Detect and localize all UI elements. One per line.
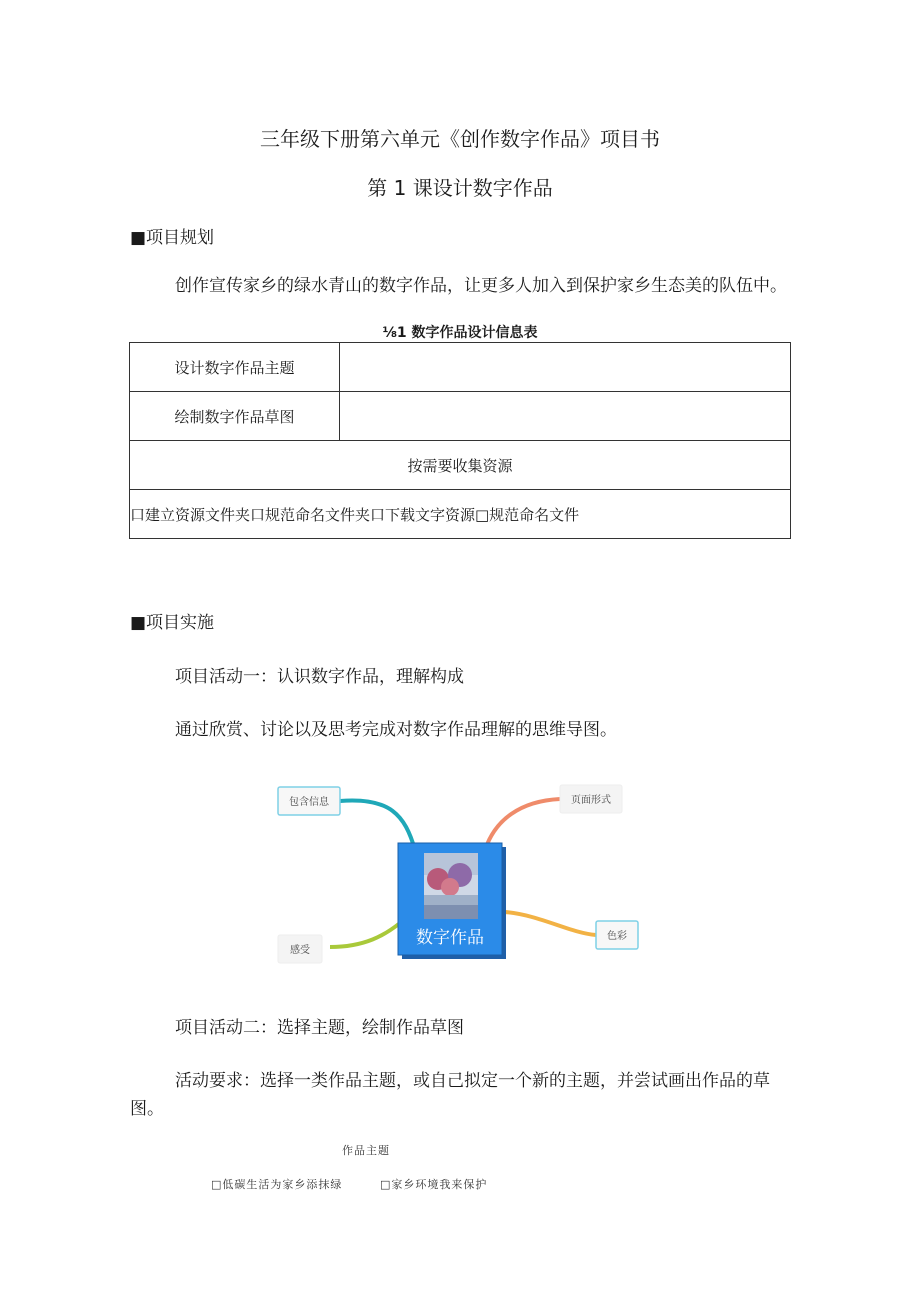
connector-green xyxy=(330,923,400,947)
node-label-info: 包含信息 xyxy=(289,797,329,808)
theme-option-protect-environment[interactable]: □家乡环境我来保护 xyxy=(380,1178,488,1191)
node-label-feeling: 感受 xyxy=(290,945,310,956)
activity2-title: 项目活动二：选择主题，绘制作品草图 xyxy=(175,1018,464,1038)
table-row xyxy=(130,343,791,392)
design-info-table xyxy=(129,342,791,539)
theme-option-low-carbon[interactable]: □低碳生活为家乡添抹绿 xyxy=(211,1178,343,1191)
implementation-heading: ■项目实施 xyxy=(130,613,215,633)
activity1-description: 通过欣赏、讨论以及思考完成对数字作品理解的思维导图。 xyxy=(175,720,617,740)
node-label-color: 色彩 xyxy=(607,931,627,942)
landscape-image xyxy=(424,853,478,919)
lesson-title: 第 1 课设计数字作品 xyxy=(367,176,553,200)
node-label-page-form: 页面形式 xyxy=(571,795,611,806)
table-row xyxy=(130,441,791,490)
themes-heading: 作品主题 xyxy=(342,1144,390,1157)
mindmap xyxy=(270,775,650,975)
table-cell-label: 设计数字作品主题 xyxy=(130,343,340,392)
activity2-requirement: 活动要求：选择一类作品主题，或自己拟定一个新的主题，并尝试画出作品的草 xyxy=(175,1071,770,1091)
center-node-label: 数字作品 xyxy=(416,928,484,948)
activity2-requirement-cont: 图。 xyxy=(130,1099,164,1119)
table-row xyxy=(130,490,791,539)
activity1-title: 项目活动一：认识数字作品，理解构成 xyxy=(175,667,464,687)
table-cell-value[interactable] xyxy=(340,343,791,392)
table-caption: ⅛1 数字作品设计信息表 xyxy=(382,325,538,341)
resource-checklist[interactable]: 口建立资源文件夹口规范命名文件夹口下载文字资源□规范命名文件 xyxy=(130,490,791,539)
document-title: 三年级下册第六单元《创作数字作品》项目书 xyxy=(260,127,660,151)
connector-orange xyxy=(485,799,560,850)
table-row xyxy=(130,392,791,441)
planning-heading: ■项目规划 xyxy=(130,228,215,248)
connector-yellow xyxy=(505,912,596,935)
table-cell-label: 绘制数字作品草图 xyxy=(130,392,340,441)
collect-resources-label: 按需要收集资源 xyxy=(130,441,791,490)
table-cell-value[interactable] xyxy=(340,392,791,441)
planning-description: 创作宣传家乡的绿水青山的数字作品，让更多人加入到保护家乡生态美的队伍中。 xyxy=(175,276,787,296)
